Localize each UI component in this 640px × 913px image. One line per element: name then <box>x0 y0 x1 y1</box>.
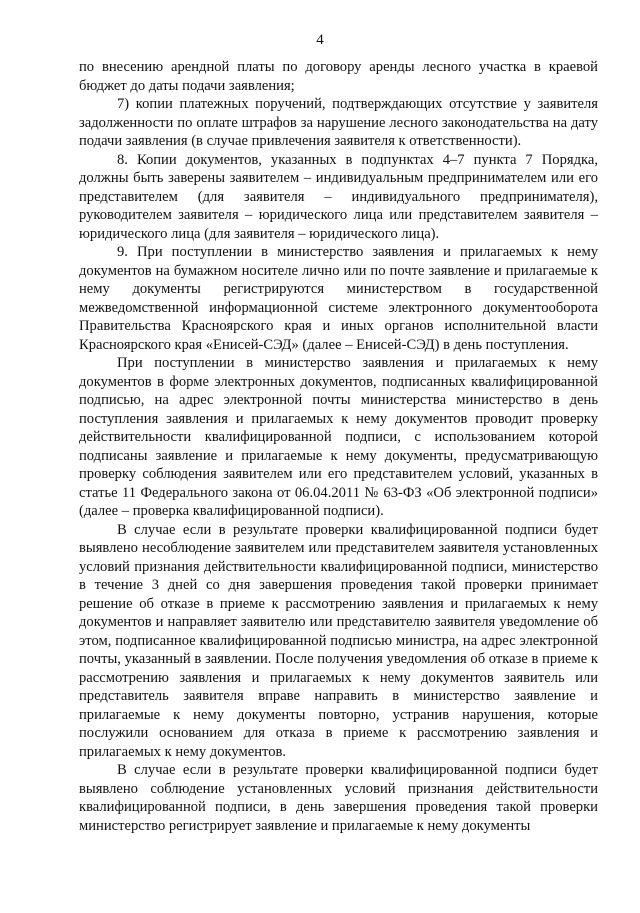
paragraph: по внесению арендной платы по договору аренды лесного участка в краевой бюджет до даты подачи заявления; <box>79 59 598 94</box>
page-number: 4 <box>316 32 324 48</box>
paragraph: При поступлении в министерство заявления и прилагаемых к нему документов в форме электронных документов, подписанных квалифицированной подписью, на адрес электронной почты министерства министерство в день поступления заявления и прилагаемых к нему документов проводит проверку действительности квалифицированной подписи, с использованием которой подписаны заявление и прилагаемые к нему документы, предусматривающую проверку соблюдения заявителем или его представителем условий, указанных в статье 11 Федерального закона от 06.04.2011 № 63-ФЗ «Об электронной подписи» (далее – проверка квалифицированной подписи). <box>79 355 598 519</box>
paragraph: В случае если в результате проверки квалифицированной подписи будет выявлено соблюдение установленных условий признания действительности квалифицированной подписи, в день завершения проведения такой проверки министерство регистрирует заявление и прилагаемые к нему документы <box>79 762 598 834</box>
paragraph: 7) копии платежных поручений, подтверждающих отсутствие у заявителя задолженности по оплате штрафов за нарушение лесного законодательства на дату подачи заявления (в случае привлечения заявителя к ответственности). <box>79 96 598 149</box>
document-body <box>79 58 598 835</box>
paragraph: 9. При поступлении в министерство заявления и прилагаемых к нему документов на бумажном носителе лично или по почте заявление и прилагаемые к нему документы регистрируются министерством в государственной межведомственной информационной системе электронного документооборота Правительства Красноярского края и иных органов исполнительной власти Красноярского края «Енисей-СЭД» (далее – Енисей-СЭД) в день поступления. <box>79 244 598 353</box>
paragraph: В случае если в результате проверки квалифицированной подписи будет выявлено несоблюдение заявителем или представителем заявителя установленных условий признания действительности квалифицированной подписи, министерство в течение 3 дней со дня завершения проведения такой проверки принимает решение об отказе в приеме к рассмотрению заявления и прилагаемых к нему документов и направляет заявителю или представителю заявителя уведомление об этом, подписанное квалифицированной подписью министра, на адрес электронной почты, указанный в заявлении. После получения уведомления об отказе в приеме к рассмотрению заявления и прилагаемых к нему документов заявитель или представитель заявителя вправе направить в министерство заявление и прилагаемые к нему документы повторно, устранив нарушения, которые послужили основанием для отказа в приеме к рассмотрению заявления и прилагаемых к нему документов. <box>79 521 598 760</box>
paragraph: 8. Копии документов, указанных в подпунктах 4–7 пункта 7 Порядка, должны быть заверены заявителем – индивидуальным предпринимателем или его представителем (для заявителя – индивидуального предпринимателя), руководителем заявителя – юридического лица или представителем заявителя – юридического лица (для заявителя – юридического лица). <box>79 151 598 242</box>
